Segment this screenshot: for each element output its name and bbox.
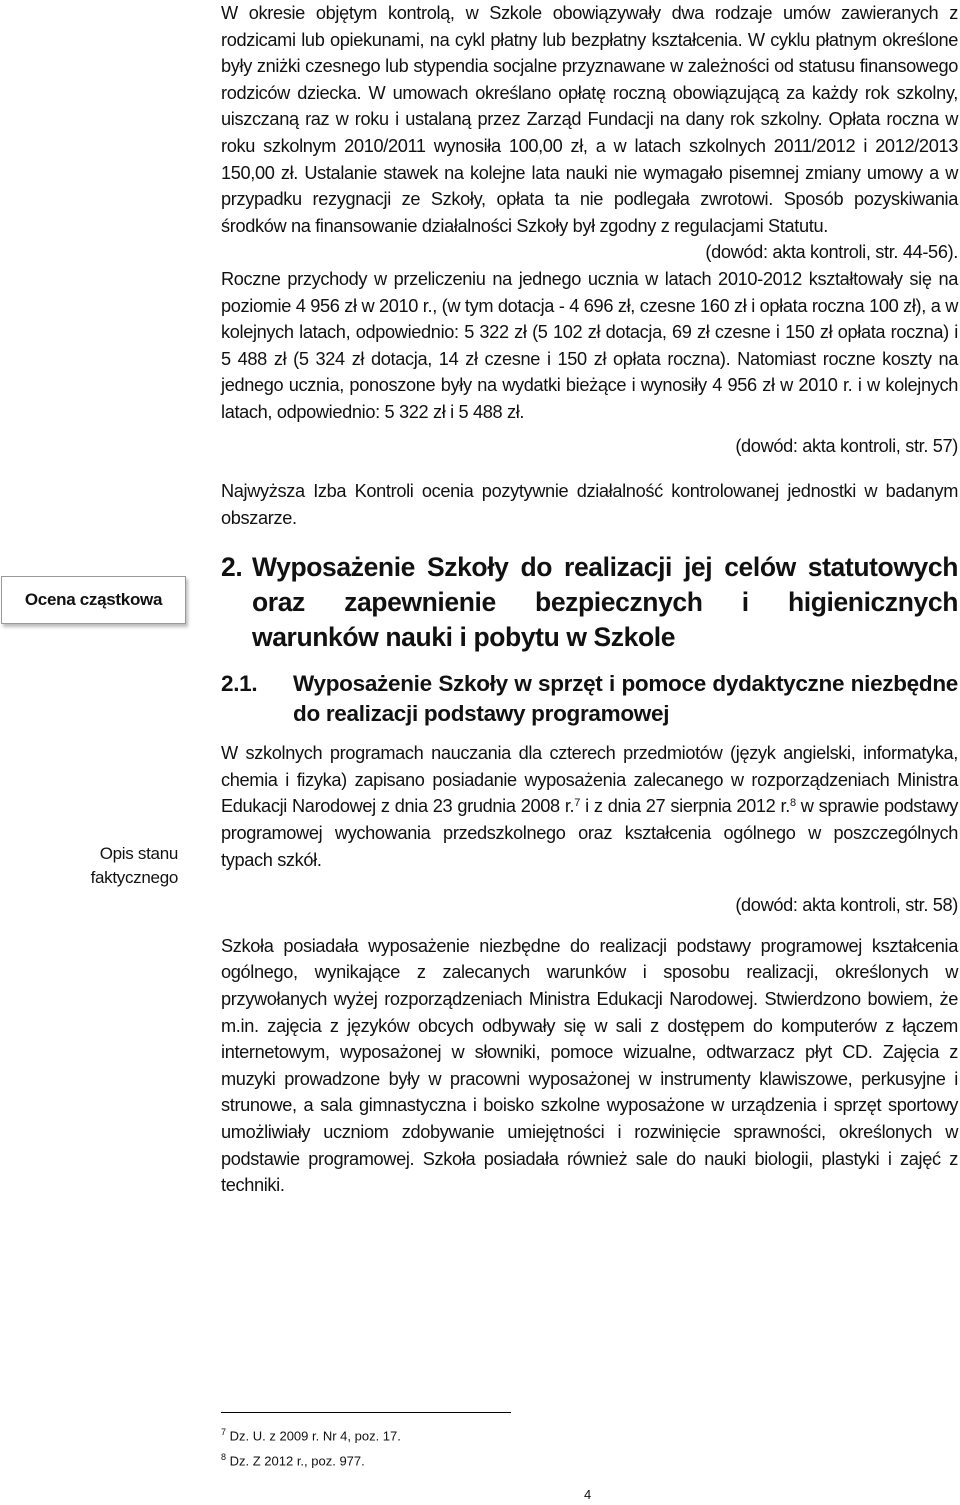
footnote-7-text: Dz. U. z 2009 r. Nr 4, poz. 17. xyxy=(226,1428,401,1444)
curricula-text-a: W szkolnych programach nauczania dla czterech przedmiotów (język angielski, informatyka, chemia i fizyka) zapisano posiadanie wyposażenia zalecanego w rozporządzeniach Ministra Edukacji Narodowej z dnia 23 grudnia 2008 r. xyxy=(221,743,958,817)
paragraph-curricula xyxy=(221,740,958,873)
footnote-ref-7[interactable]: 7 xyxy=(574,797,581,810)
assessment-text: Najwyższa Izba Kontroli ocenia pozytywnie działalność kontrolowanej jednostki w badanym obszarze. xyxy=(221,481,958,528)
section-number: 2. xyxy=(221,552,243,583)
footnote-ref-8[interactable]: 8 xyxy=(789,797,796,810)
footnote-8-number: 8 xyxy=(221,1452,227,1462)
proof-reference-3: (dowód: akta kontroli, str. 58) xyxy=(735,895,958,916)
paragraph-revenue: Roczne przychody w przeliczeniu na jednego ucznia w latach 2010-2012 kształtowały się na poziomie 4 956 zł w 2010 r., (w tym dotacja - 4 696 zł, czesne 160 zł i opłata roczna 100 zł), a w kolejnych latach, odpowiednio: 5 322 zł (5 102 zł dotacja, 69 zł czesne i 150 zł opłata roczna) i 5 488 zł (5 324 zł dotacja, 14 zł czesne i 150 zł opłata roczna). Natomiast roczne koszty na jednego ucznia, ponoszone były na wydatki bieżące i wynosiły 4 956 zł w 2010 r. i w kolejnych latach, odpowiednio: 5 322 zł i 5 488 zł. xyxy=(221,268,958,422)
main-column xyxy=(221,0,958,1199)
curricula-text-c: w sprawie podstawy programowej wychowania przedszkolnego oraz kształcenia ogólnego w poszczególnych typach szkół. xyxy=(221,796,959,870)
section-heading-2 xyxy=(221,550,958,655)
page-number: 4 xyxy=(584,1487,592,1502)
subsection-title: Wyposażenie Szkoły w sprzęt i pomoce dydaktyczne niezbędne do realizacji podstawy programowej xyxy=(293,671,958,727)
subsection-number: 2.1. xyxy=(221,671,258,697)
curricula-text-b: i z dnia 27 sierpnia 2012 r. xyxy=(580,796,790,817)
footnote-8 xyxy=(221,1449,365,1469)
footnote-7 xyxy=(221,1424,401,1444)
facts-sidebar-label: Opis stanu faktycznego xyxy=(90,844,178,887)
paragraph-contracts: W okresie objętym kontrolą, w Szkole obowiązywały dwa rodzaje umów zawieranych z rodzicami lub opiekunami, na cykl płatny lub bezpłatny kształcenia. W cyklu płatnym określone były zniżki czesnego lub stypendia socjalne przyznawane w zależności od statusu finansowego rodziców dziecka. W umowach określano opłatę roczną obowiązującą za każdy rok szkolny, uiszczaną raz w roku i ustalaną przez Zarząd Fundacji na dany rok szkolny. Opłata roczna w roku szkolnym 2010/2011 wynosiła 100,00 zł, a w latach szkolnych 2011/2012 i 2012/2013 150,00 zł. Ustalanie stawek na kolejne lata nauki nie wymagało pisemnej zmiany umowy a w przypadku rezygnacji ze Szkoły, opłata ta nie podlegała zwrotowi. Sposób pozyskiwania środków na finansowanie działalności Szkoły był zgodny z regulacjami Statutu. xyxy=(221,3,958,236)
proof-reference-2: (dowód: akta kontroli, str. 57) xyxy=(735,435,958,456)
footnote-separator xyxy=(221,1412,511,1413)
footnote-8-text: Dz. Z 2012 r., poz. 977. xyxy=(226,1453,365,1469)
assessment-sidebar-label xyxy=(1,576,186,624)
paragraph-equipment: Szkoła posiadała wyposażenie niezbędne do realizacji podstawy programowej kształcenia ogólnego, wynikające z zalecanych warunków i sposobu realizacji, określonych w przywołanych wyżej rozporządzeniach Ministra Edukacji Narodowej. Stwierdzono bowiem, że m.in. zajęcia z języków obcych odbywały się w sali z dostępem do komputerów z łączem internetowym, wyposażonej w słowniki, pomoce wizualne, odtwarzacz płyt CD. Zajęcia z muzyki prowadzone były w pracowni wyposażonej w instrumenty klawiszowe, perkusyjne i strunowe, a sala gimnastyczna i boisko szkolne wyposażone w urządzenia i sprzęt sportowy umożliwiały uczniom zdobywanie umiejętności i rozwinięcie sprawności, określonych w podstawie programowej. Szkoła posiadała również sale do nauki biologii, plastyki i zajęć z techniki. xyxy=(221,935,958,1196)
proof-reference-1: (dowód: akta kontroli, str. 44-56). xyxy=(705,242,958,263)
subsection-heading-2-1 xyxy=(221,669,958,729)
section-title: Wyposażenie Szkoły do realizacji jej celów statutowych oraz zapewnienie bezpiecznych i higienicznych warunków nauki i pobytu w Szkole xyxy=(252,552,958,653)
assessment-sidebar-text: Ocena cząstkowa xyxy=(24,590,163,609)
footnote-7-number: 7 xyxy=(221,1427,227,1437)
